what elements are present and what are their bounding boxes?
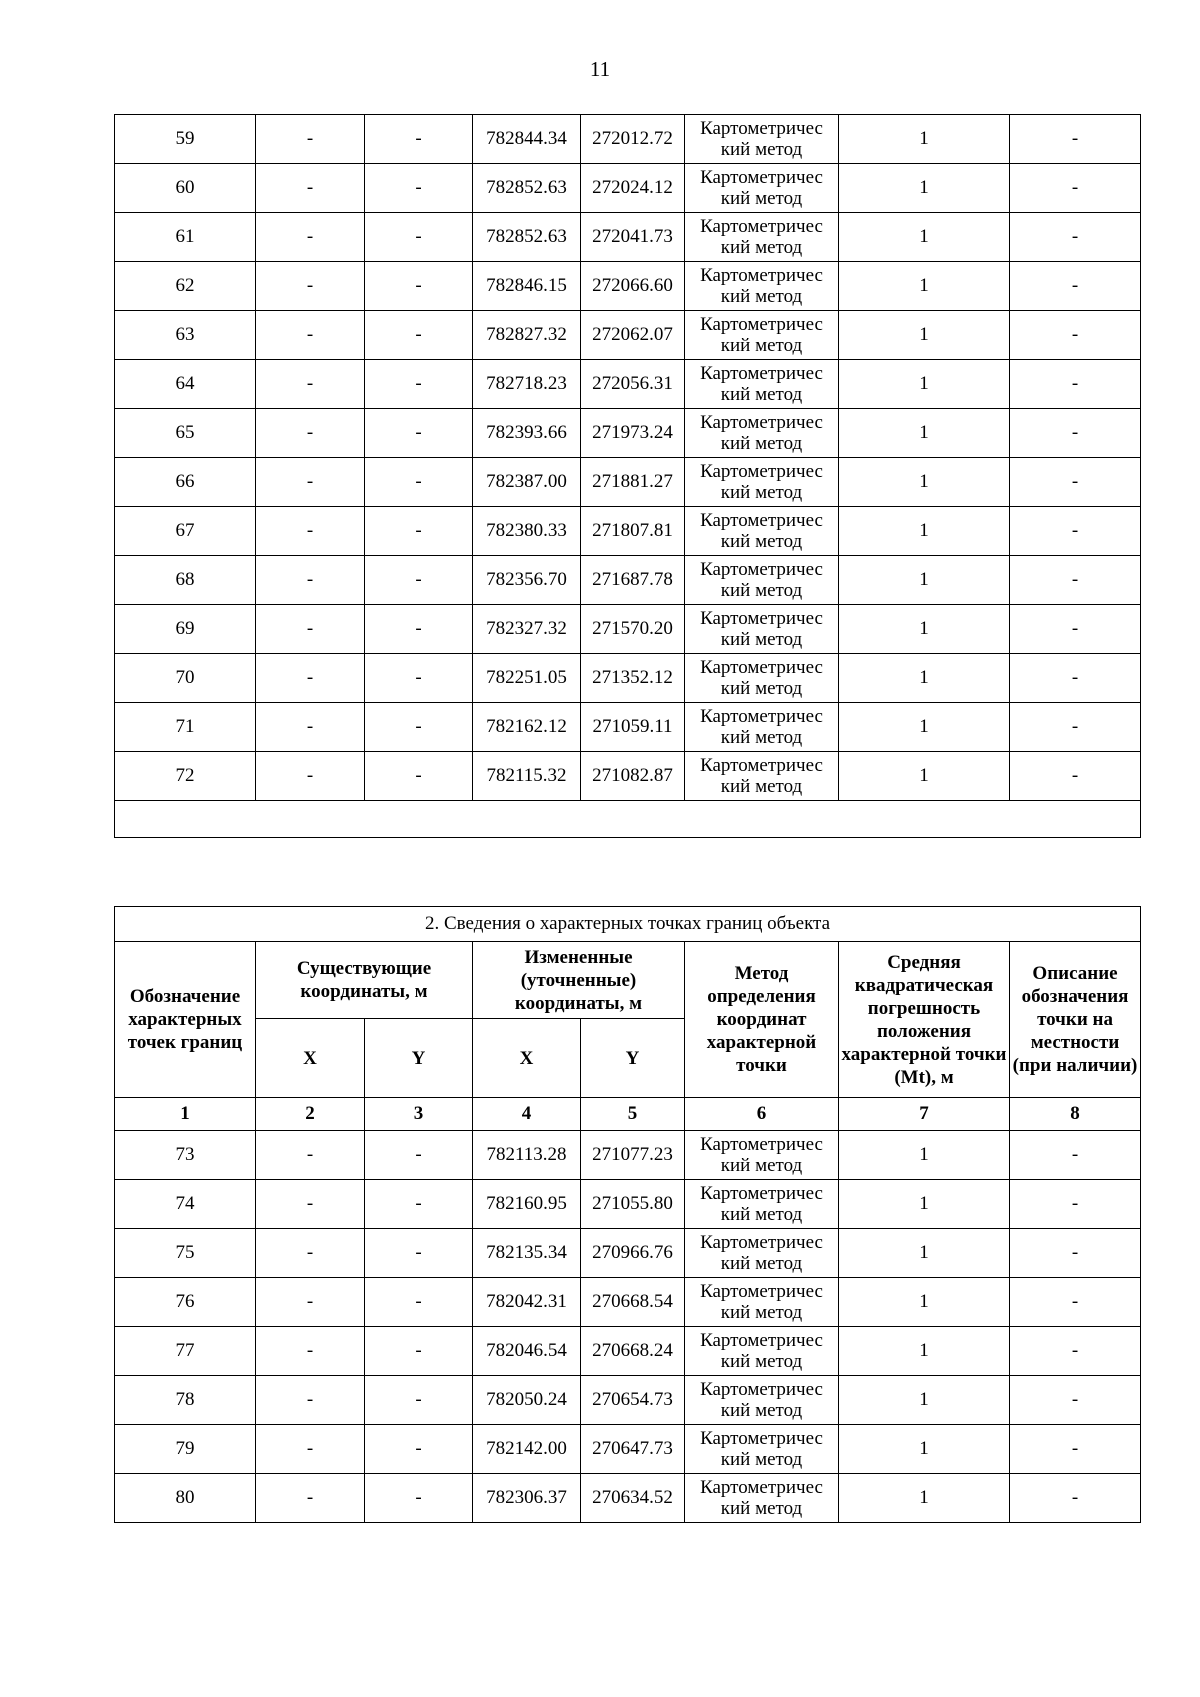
changed-x-cell: 782135.34 xyxy=(473,1229,581,1278)
column-number: 4 xyxy=(473,1098,581,1131)
method-cell xyxy=(685,458,839,507)
changed-y-cell: 271059.11 xyxy=(581,703,685,752)
method-line-2: кий метод xyxy=(720,1155,803,1176)
table-row xyxy=(115,605,1141,654)
method-line-1: Картометричес xyxy=(700,363,823,384)
changed-y-cell: 270634.52 xyxy=(581,1474,685,1523)
changed-x-cell: 782718.23 xyxy=(473,360,581,409)
table1-body xyxy=(115,115,1141,801)
existing-y-cell: - xyxy=(365,164,473,213)
changed-x-cell: 782387.00 xyxy=(473,458,581,507)
section-title: 2. Сведения о характерных точках границ объекта xyxy=(115,907,1141,942)
mt-cell: 1 xyxy=(839,164,1010,213)
method-line-1: Картометричес xyxy=(700,1428,823,1449)
existing-y-cell: - xyxy=(365,1131,473,1180)
existing-x-cell: - xyxy=(256,115,365,164)
method-cell xyxy=(685,311,839,360)
description-cell: - xyxy=(1010,1376,1141,1425)
header-description: Описание обозначения точки на местности (при наличии) xyxy=(1010,942,1141,1098)
description-cell: - xyxy=(1010,1131,1141,1180)
mt-cell: 1 xyxy=(839,1425,1010,1474)
changed-y-cell: 271082.87 xyxy=(581,752,685,801)
method-cell xyxy=(685,213,839,262)
method-line-2: кий метод xyxy=(720,286,803,307)
existing-y-cell: - xyxy=(365,115,473,164)
header-existing-coords: Существующие координаты, м xyxy=(256,942,473,1019)
method-line-1: Картометричес xyxy=(700,1477,823,1498)
description-cell: - xyxy=(1010,409,1141,458)
changed-y-cell: 271687.78 xyxy=(581,556,685,605)
table-row xyxy=(115,1474,1141,1523)
method-line-2: кий метод xyxy=(720,678,803,699)
existing-y-cell: - xyxy=(365,605,473,654)
existing-x-cell: - xyxy=(256,1278,365,1327)
method-cell xyxy=(685,654,839,703)
changed-y-cell: 271570.20 xyxy=(581,605,685,654)
changed-x-cell: 782827.32 xyxy=(473,311,581,360)
existing-x-cell: - xyxy=(256,507,365,556)
point-cell: 76 xyxy=(115,1278,256,1327)
changed-y-cell: 270668.24 xyxy=(581,1327,685,1376)
point-cell: 65 xyxy=(115,409,256,458)
existing-y-cell: - xyxy=(365,409,473,458)
mt-cell: 1 xyxy=(839,1278,1010,1327)
table-row xyxy=(115,1229,1141,1278)
changed-y-cell: 271973.24 xyxy=(581,409,685,458)
existing-y-cell: - xyxy=(365,1327,473,1376)
description-cell: - xyxy=(1010,1180,1141,1229)
existing-x-cell: - xyxy=(256,1327,365,1376)
method-line-1: Картометричес xyxy=(700,510,823,531)
method-line-2: кий метод xyxy=(720,727,803,748)
method-line-2: кий метод xyxy=(720,1204,803,1225)
method-cell xyxy=(685,556,839,605)
existing-x-cell: - xyxy=(256,1131,365,1180)
existing-x-cell: - xyxy=(256,213,365,262)
changed-y-cell: 270647.73 xyxy=(581,1425,685,1474)
mt-cell: 1 xyxy=(839,507,1010,556)
method-line-1: Картометричес xyxy=(700,118,823,139)
point-cell: 73 xyxy=(115,1131,256,1180)
method-line-1: Картометричес xyxy=(700,314,823,335)
header-mt: Средняя квадратическая погрешность положения характерной точки (Mt), м xyxy=(839,942,1010,1098)
empty-footer-row xyxy=(115,801,1141,838)
table-row xyxy=(115,360,1141,409)
description-cell: - xyxy=(1010,115,1141,164)
point-cell: 79 xyxy=(115,1425,256,1474)
changed-y-cell: 271055.80 xyxy=(581,1180,685,1229)
description-cell: - xyxy=(1010,556,1141,605)
existing-x-cell: - xyxy=(256,458,365,507)
method-cell xyxy=(685,1327,839,1376)
table-row xyxy=(115,556,1141,605)
method-cell xyxy=(685,605,839,654)
column-number: 8 xyxy=(1010,1098,1141,1131)
method-line-1: Картометричес xyxy=(700,1281,823,1302)
existing-y-cell: - xyxy=(365,1180,473,1229)
method-line-2: кий метод xyxy=(720,1302,803,1323)
existing-y-cell: - xyxy=(365,507,473,556)
description-cell: - xyxy=(1010,1327,1141,1376)
method-cell xyxy=(685,703,839,752)
changed-x-cell: 782356.70 xyxy=(473,556,581,605)
existing-x-cell: - xyxy=(256,556,365,605)
table-row xyxy=(115,213,1141,262)
method-line-2: кий метод xyxy=(720,335,803,356)
table-row xyxy=(115,654,1141,703)
description-cell: - xyxy=(1010,1474,1141,1523)
column-number: 3 xyxy=(365,1098,473,1131)
changed-x-cell: 782393.66 xyxy=(473,409,581,458)
description-cell: - xyxy=(1010,360,1141,409)
table-row xyxy=(115,1327,1141,1376)
description-cell: - xyxy=(1010,703,1141,752)
mt-cell: 1 xyxy=(839,311,1010,360)
point-cell: 64 xyxy=(115,360,256,409)
changed-x-cell: 782050.24 xyxy=(473,1376,581,1425)
changed-x-cell: 782162.12 xyxy=(473,703,581,752)
existing-y-cell: - xyxy=(365,311,473,360)
point-cell: 72 xyxy=(115,752,256,801)
point-cell: 67 xyxy=(115,507,256,556)
description-cell: - xyxy=(1010,1425,1141,1474)
header-changed-x: X xyxy=(473,1019,581,1098)
method-cell xyxy=(685,1278,839,1327)
method-line-2: кий метод xyxy=(720,188,803,209)
method-line-1: Картометричес xyxy=(700,1134,823,1155)
mt-cell: 1 xyxy=(839,115,1010,164)
method-cell xyxy=(685,115,839,164)
changed-x-cell: 782160.95 xyxy=(473,1180,581,1229)
method-line-2: кий метод xyxy=(720,482,803,503)
method-cell xyxy=(685,752,839,801)
table-row xyxy=(115,164,1141,213)
changed-y-cell: 270966.76 xyxy=(581,1229,685,1278)
mt-cell: 1 xyxy=(839,654,1010,703)
point-cell: 62 xyxy=(115,262,256,311)
existing-x-cell: - xyxy=(256,311,365,360)
method-line-2: кий метод xyxy=(720,1400,803,1421)
existing-x-cell: - xyxy=(256,409,365,458)
existing-x-cell: - xyxy=(256,654,365,703)
existing-y-cell: - xyxy=(365,1278,473,1327)
changed-x-cell: 782846.15 xyxy=(473,262,581,311)
table-row xyxy=(115,703,1141,752)
mt-cell: 1 xyxy=(839,213,1010,262)
mt-cell: 1 xyxy=(839,458,1010,507)
method-cell xyxy=(685,360,839,409)
method-cell xyxy=(685,1229,839,1278)
point-cell: 71 xyxy=(115,703,256,752)
method-line-1: Картометричес xyxy=(700,706,823,727)
mt-cell: 1 xyxy=(839,409,1010,458)
header-changed-coords: Измененные (уточненные) координаты, м xyxy=(473,942,685,1019)
header-method: Метод определения координат характерной точки xyxy=(685,942,839,1098)
method-line-2: кий метод xyxy=(720,433,803,454)
method-line-1: Картометричес xyxy=(700,412,823,433)
existing-y-cell: - xyxy=(365,1376,473,1425)
point-cell: 75 xyxy=(115,1229,256,1278)
method-line-1: Картометричес xyxy=(700,1330,823,1351)
description-cell: - xyxy=(1010,1229,1141,1278)
table-row xyxy=(115,1376,1141,1425)
boundary-points-table xyxy=(114,906,1141,1523)
existing-x-cell: - xyxy=(256,703,365,752)
point-cell: 59 xyxy=(115,115,256,164)
table-row xyxy=(115,1278,1141,1327)
table-row xyxy=(115,752,1141,801)
point-cell: 78 xyxy=(115,1376,256,1425)
method-line-1: Картометричес xyxy=(700,167,823,188)
changed-x-cell: 782852.63 xyxy=(473,164,581,213)
existing-x-cell: - xyxy=(256,1180,365,1229)
method-line-1: Картометричес xyxy=(700,608,823,629)
changed-x-cell: 782113.28 xyxy=(473,1131,581,1180)
method-cell xyxy=(685,1425,839,1474)
method-line-2: кий метод xyxy=(720,1449,803,1470)
description-cell: - xyxy=(1010,654,1141,703)
description-cell: - xyxy=(1010,507,1141,556)
existing-x-cell: - xyxy=(256,164,365,213)
changed-y-cell: 271807.81 xyxy=(581,507,685,556)
changed-y-cell: 272056.31 xyxy=(581,360,685,409)
existing-y-cell: - xyxy=(365,556,473,605)
header-existing-x: X xyxy=(256,1019,365,1098)
description-cell: - xyxy=(1010,262,1141,311)
method-line-2: кий метод xyxy=(720,531,803,552)
method-line-1: Картометричес xyxy=(700,265,823,286)
changed-x-cell: 782251.05 xyxy=(473,654,581,703)
method-line-1: Картометричес xyxy=(700,216,823,237)
method-line-1: Картометричес xyxy=(700,461,823,482)
column-number: 6 xyxy=(685,1098,839,1131)
changed-y-cell: 271077.23 xyxy=(581,1131,685,1180)
point-cell: 61 xyxy=(115,213,256,262)
mt-cell: 1 xyxy=(839,752,1010,801)
mt-cell: 1 xyxy=(839,605,1010,654)
existing-x-cell: - xyxy=(256,262,365,311)
mt-cell: 1 xyxy=(839,1180,1010,1229)
mt-cell: 1 xyxy=(839,1327,1010,1376)
method-line-2: кий метод xyxy=(720,1498,803,1519)
method-line-2: кий метод xyxy=(720,776,803,797)
point-cell: 80 xyxy=(115,1474,256,1523)
changed-y-cell: 270668.54 xyxy=(581,1278,685,1327)
changed-x-cell: 782327.32 xyxy=(473,605,581,654)
existing-x-cell: - xyxy=(256,605,365,654)
table-row xyxy=(115,1425,1141,1474)
changed-x-cell: 782042.31 xyxy=(473,1278,581,1327)
existing-x-cell: - xyxy=(256,1425,365,1474)
column-number: 5 xyxy=(581,1098,685,1131)
method-line-2: кий метод xyxy=(720,629,803,650)
page-number: 11 xyxy=(589,57,611,81)
existing-y-cell: - xyxy=(365,752,473,801)
description-cell: - xyxy=(1010,752,1141,801)
point-cell: 66 xyxy=(115,458,256,507)
existing-x-cell: - xyxy=(256,1376,365,1425)
description-cell: - xyxy=(1010,1278,1141,1327)
method-line-1: Картометричес xyxy=(700,559,823,580)
changed-x-cell: 782844.34 xyxy=(473,115,581,164)
column-number: 2 xyxy=(256,1098,365,1131)
method-line-2: кий метод xyxy=(720,237,803,258)
point-cell: 74 xyxy=(115,1180,256,1229)
column-number: 1 xyxy=(115,1098,256,1131)
table-row xyxy=(115,311,1141,360)
existing-y-cell: - xyxy=(365,1474,473,1523)
mt-cell: 1 xyxy=(839,703,1010,752)
changed-x-cell: 782142.00 xyxy=(473,1425,581,1474)
table-row xyxy=(115,409,1141,458)
changed-y-cell: 271352.12 xyxy=(581,654,685,703)
method-cell xyxy=(685,1474,839,1523)
existing-x-cell: - xyxy=(256,360,365,409)
description-cell: - xyxy=(1010,164,1141,213)
table-row xyxy=(115,1131,1141,1180)
header-changed-y: Y xyxy=(581,1019,685,1098)
mt-cell: 1 xyxy=(839,1131,1010,1180)
method-line-2: кий метод xyxy=(720,1351,803,1372)
changed-y-cell: 272066.60 xyxy=(581,262,685,311)
changed-y-cell: 270654.73 xyxy=(581,1376,685,1425)
mt-cell: 1 xyxy=(839,360,1010,409)
method-cell xyxy=(685,262,839,311)
header-existing-y: Y xyxy=(365,1019,473,1098)
table-row xyxy=(115,262,1141,311)
changed-x-cell: 782852.63 xyxy=(473,213,581,262)
existing-y-cell: - xyxy=(365,262,473,311)
method-line-1: Картометричес xyxy=(700,1232,823,1253)
existing-y-cell: - xyxy=(365,654,473,703)
existing-y-cell: - xyxy=(365,213,473,262)
point-cell: 68 xyxy=(115,556,256,605)
description-cell: - xyxy=(1010,213,1141,262)
method-cell xyxy=(685,1131,839,1180)
method-cell xyxy=(685,164,839,213)
mt-cell: 1 xyxy=(839,1376,1010,1425)
changed-x-cell: 782306.37 xyxy=(473,1474,581,1523)
point-cell: 70 xyxy=(115,654,256,703)
mt-cell: 1 xyxy=(839,1474,1010,1523)
method-line-1: Картометричес xyxy=(700,657,823,678)
method-cell xyxy=(685,507,839,556)
existing-y-cell: - xyxy=(365,1425,473,1474)
existing-y-cell: - xyxy=(365,703,473,752)
method-line-2: кий метод xyxy=(720,580,803,601)
column-number: 7 xyxy=(839,1098,1010,1131)
method-line-1: Картометричес xyxy=(700,1183,823,1204)
table-row xyxy=(115,1180,1141,1229)
changed-x-cell: 782380.33 xyxy=(473,507,581,556)
header-point-designation: Обозначение характерных точек границ xyxy=(115,942,256,1098)
changed-y-cell: 271881.27 xyxy=(581,458,685,507)
point-cell: 63 xyxy=(115,311,256,360)
changed-y-cell: 272024.12 xyxy=(581,164,685,213)
method-line-2: кий метод xyxy=(720,384,803,405)
changed-y-cell: 272062.07 xyxy=(581,311,685,360)
mt-cell: 1 xyxy=(839,262,1010,311)
description-cell: - xyxy=(1010,458,1141,507)
existing-y-cell: - xyxy=(365,360,473,409)
existing-x-cell: - xyxy=(256,752,365,801)
table-row xyxy=(115,115,1141,164)
table2-body xyxy=(115,1131,1141,1523)
method-line-2: кий метод xyxy=(720,1253,803,1274)
existing-y-cell: - xyxy=(365,458,473,507)
table-row xyxy=(115,458,1141,507)
point-cell: 60 xyxy=(115,164,256,213)
point-cell: 69 xyxy=(115,605,256,654)
changed-y-cell: 272012.72 xyxy=(581,115,685,164)
mt-cell: 1 xyxy=(839,556,1010,605)
method-cell xyxy=(685,1376,839,1425)
changed-x-cell: 782046.54 xyxy=(473,1327,581,1376)
mt-cell: 1 xyxy=(839,1229,1010,1278)
method-cell xyxy=(685,409,839,458)
point-cell: 77 xyxy=(115,1327,256,1376)
boundary-points-table-continued xyxy=(114,114,1141,838)
method-cell xyxy=(685,1180,839,1229)
changed-x-cell: 782115.32 xyxy=(473,752,581,801)
description-cell: - xyxy=(1010,605,1141,654)
changed-y-cell: 272041.73 xyxy=(581,213,685,262)
existing-y-cell: - xyxy=(365,1229,473,1278)
existing-x-cell: - xyxy=(256,1229,365,1278)
method-line-1: Картометричес xyxy=(700,755,823,776)
method-line-1: Картометричес xyxy=(700,1379,823,1400)
description-cell: - xyxy=(1010,311,1141,360)
existing-x-cell: - xyxy=(256,1474,365,1523)
table-row xyxy=(115,507,1141,556)
method-line-2: кий метод xyxy=(720,139,803,160)
